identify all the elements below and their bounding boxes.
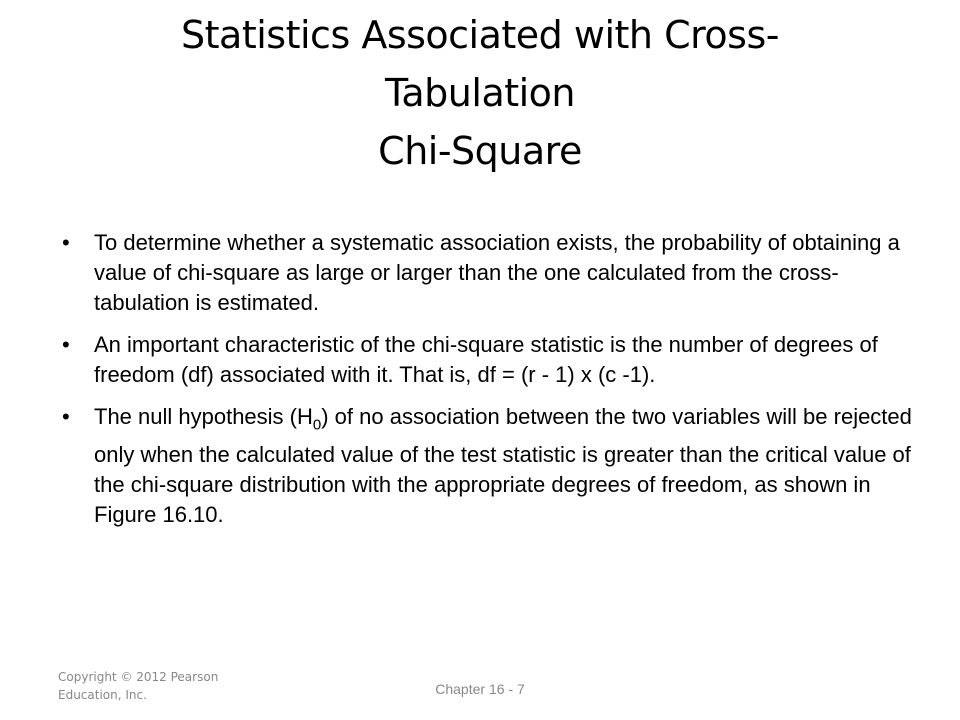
bullet-list	[62, 228, 912, 542]
copyright-line: Copyright © 2012 Pearson	[58, 670, 219, 684]
page-number: Chapter 16 - 7	[435, 681, 525, 697]
title-line: Tabulation	[384, 71, 576, 115]
copyright-notice	[58, 668, 258, 704]
bullet-text-part: ) of no association between the two variables will be rejected only when the calculated value of the test statistic is greater than the critical value of the chi-square distribution with the appropriate degrees of freedom, as shown in Figure 16.10.	[94, 404, 912, 528]
subscript-zero: 0	[312, 416, 322, 434]
bullet-text: An important characteristic of the chi-square statistic is the number of degrees of freedom (df) associated with it. That is, df = (r - 1) x (c -1).	[94, 332, 878, 387]
bullet-item	[62, 228, 912, 318]
bullet-text: To determine whether a systematic association exists, the probability of obtaining a value of chi-square as large or larger than the one calculated from the cross-tabulation is estimated.	[94, 230, 900, 315]
bullet-text-part: The null hypothesis (H	[94, 404, 313, 429]
copyright-line: Education, Inc.	[58, 688, 147, 702]
title-subtitle: Chi-Square	[378, 129, 582, 173]
bullet-item	[62, 402, 912, 530]
bullet-icon: •	[62, 404, 70, 429]
bullet-icon: •	[62, 230, 70, 255]
bullet-icon: •	[62, 332, 70, 357]
title-line: Statistics Associated with Cross-	[181, 13, 779, 57]
bullet-item	[62, 330, 912, 390]
slide-title	[60, 6, 900, 180]
bullet-text	[94, 402, 912, 530]
